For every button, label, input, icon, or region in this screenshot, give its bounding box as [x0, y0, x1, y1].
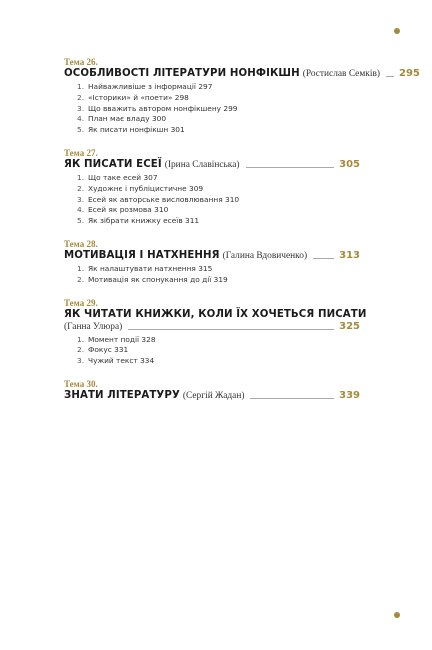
decorative-dot-bottom	[394, 612, 400, 618]
topic-author: (Галина Вдовиченко)	[222, 250, 308, 261]
topic-title-row[interactable]	[64, 159, 360, 171]
item-text: Фокус 331	[88, 345, 129, 355]
item-text: Мотивація як спонукання до дії 319	[88, 274, 228, 284]
topic-title-row[interactable]	[64, 250, 360, 262]
item-text: План має владу 300	[88, 114, 167, 124]
topic-label: Тема 28.	[64, 238, 98, 249]
topic-page-number: 295	[399, 68, 420, 79]
item-number: 1.	[77, 172, 85, 182]
item-number: 4.	[77, 205, 85, 215]
list-item[interactable]	[77, 184, 360, 195]
item-number: 2.	[77, 183, 85, 193]
topic-title: ЯК ЧИТАТИ КНИЖКИ, КОЛИ ЇХ ХОЧЕТЬСЯ ПИСАТИ	[64, 308, 367, 320]
list-item[interactable]	[77, 264, 360, 275]
toc-topic-28	[64, 239, 360, 286]
item-text: Момент події 328	[88, 334, 156, 344]
item-text: Художнє і публіцистичне 309	[88, 183, 204, 193]
list-item[interactable]	[77, 195, 360, 206]
item-text: Чужий текст 334	[88, 356, 155, 366]
topic-author: (Сергій Жадан)	[182, 390, 245, 401]
list-item[interactable]	[77, 335, 360, 346]
topic-label: Тема 26.	[64, 57, 98, 67]
item-number: 5.	[77, 216, 85, 226]
toc-topic-29	[64, 297, 367, 367]
subtopic-list	[64, 264, 360, 286]
list-item[interactable]	[77, 104, 360, 115]
topic-label: Тема 27.	[64, 147, 98, 158]
item-number: 1.	[77, 263, 85, 273]
item-number: 3.	[77, 356, 85, 366]
list-item[interactable]	[77, 125, 360, 136]
dotted-leader	[313, 258, 334, 259]
toc-topic-30	[64, 379, 360, 402]
topic-title: ОСОБЛИВОСТІ ЛІТЕРАТУРИ НОНФІКШН	[64, 68, 300, 79]
topic-title-row[interactable]	[64, 68, 420, 80]
item-text: Есей як авторське висловлювання 310	[88, 194, 240, 204]
topic-title-row[interactable]	[64, 390, 360, 402]
item-number: 2.	[77, 274, 85, 284]
decorative-dot-top	[394, 28, 400, 34]
item-number: 3.	[77, 194, 85, 204]
topic-title: ЗНАТИ ЛІТЕРАТУРУ	[64, 389, 180, 401]
item-number: 1.	[77, 334, 85, 344]
list-item[interactable]	[77, 93, 360, 104]
item-text: Що вважить автором нонфікшену 299	[88, 103, 238, 113]
item-text: «Історики» й «поети» 298	[88, 92, 189, 102]
list-item[interactable]	[77, 275, 360, 286]
topic-author-row	[64, 321, 360, 333]
toc-topic-26	[64, 57, 420, 136]
topic-title: МОТИВАЦІЯ І НАТХНЕННЯ	[64, 249, 220, 261]
topic-author: (Ірина Славінська)	[164, 159, 240, 170]
topic-title: ЯК ПИСАТИ ЕСЕЇ	[64, 158, 162, 170]
dotted-leader	[250, 398, 334, 399]
topic-page-number: 325	[339, 320, 360, 332]
subtopic-list	[64, 173, 360, 227]
list-item[interactable]	[77, 345, 360, 356]
list-item[interactable]	[77, 216, 360, 227]
topic-page-number: 305	[339, 158, 360, 170]
table-of-contents	[64, 57, 420, 414]
item-number: 3.	[77, 103, 85, 113]
list-item[interactable]	[77, 82, 360, 93]
item-text: Есей як розмова 310	[88, 205, 169, 215]
item-number: 5.	[77, 125, 85, 135]
topic-title-row[interactable]	[64, 308, 367, 321]
list-item[interactable]	[77, 205, 360, 216]
item-number: 4.	[77, 114, 85, 124]
item-number: 2.	[77, 92, 85, 102]
dotted-leader	[386, 76, 394, 77]
dotted-leader	[246, 167, 335, 168]
list-item[interactable]	[77, 356, 360, 367]
item-text: Що таке есей 307	[88, 172, 158, 182]
list-item[interactable]	[77, 173, 360, 184]
toc-topic-27	[64, 148, 360, 227]
item-text: Найважливіше з інформації 297	[88, 82, 213, 91]
topic-page-number: 339	[339, 389, 360, 401]
item-text: Як зібрати книжку есеїв 311	[88, 216, 200, 226]
item-number: 2.	[77, 345, 85, 355]
topic-page-number: 313	[339, 249, 360, 261]
topic-author: (Ростислав Семків)	[302, 69, 380, 79]
topic-label: Тема 29.	[64, 297, 98, 308]
topic-label: Тема 30.	[64, 378, 98, 389]
subtopic-list	[64, 335, 360, 367]
item-text: Як писати нонфікшн 301	[88, 125, 185, 135]
list-item[interactable]	[77, 114, 360, 125]
item-text: Як налаштувати натхнення 315	[88, 263, 213, 273]
item-number: 1.	[77, 82, 85, 91]
topic-author: (Ганна Улюра)	[64, 321, 123, 332]
dotted-leader	[128, 329, 334, 330]
subtopic-list	[64, 82, 360, 136]
